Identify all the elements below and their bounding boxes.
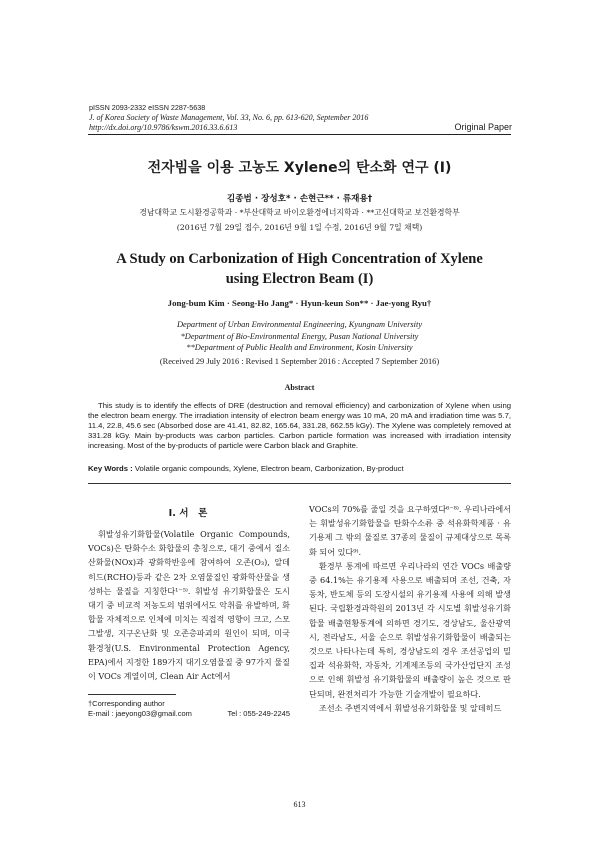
korean-dates: (2016년 7월 29일 접수, 2016년 9월 1일 수정, 2016년 9월 7일 채택): [176, 223, 423, 232]
paragraph: 휘발성유기화합물(Volatile Organic Compounds, VOCs)은 탄화수소 화합물의 총칭으로, 대기 중에서 질소산화물(NOx)과 광화학반응에 참여하여 오존(O₃), 알데히드(RCHO)등과 같은 2차 오염물질인 광화학산물을 생성하는 물질을 지칭한다¹⁻⁵⁾. 휘발성 유기화합물은 도시 대기 중 비교적 저농도의 범위에서도 악취를 유발하며, 화합물 자체적으로 인체에 미치는 직접적 영향이 크고, 스모그발생, 지구온난화 및 오존층파괴의 원인이 되며, 미국 환경청(U.S. Environmental Protection Agency, EPA)에서 지정한 189가지 대기오염물질 중 97가지 물질이 VOCs 계열이며, Clean Air Act에서: [88, 529, 290, 682]
journal-citation: J. of Korea Society of Waste Management, Vol. 33, No. 6, pp. 613-620, September 2016: [89, 112, 369, 122]
paragraph: 조선소 주변지역에서 휘발성유기화합물 및 알데히드: [319, 702, 502, 713]
keywords-text: Volatile organic compounds, Xylene, Electron beam, Carbonization, By-product: [134, 464, 404, 473]
affiliation-2: *Department of Bio-Environmental Energy, Pusan National University: [180, 331, 419, 341]
affiliation-3: **Department of Public Health and Environment, Kosin University: [186, 343, 413, 352]
keywords-rule: [88, 483, 511, 484]
keywords: [88, 464, 404, 473]
english-dates: (Received 29 July 2016 : Revised 1 September 2016 : Accepted 7 September 2016): [159, 357, 440, 366]
paragraph: 환경부 통계에 따르면 우리나라의 연간 VOCs 배출량 중 64.1%는 유기용제 사용으로 배출되며 조선, 건축, 자동차, 반도체 등의 도장시설의 유기용제 사용에 의해 발생된다. 국립환경과학원의 2013년 각 시도별 휘발성유기화합물 배출현황통계에 의하면 경기도, 경상남도, 울산광역시, 전라남도, 서울 순으로 휘발성유기화합물이 배출되는 것으로 나타나는데 특히, 경상남도의 경우 조선공업의 밀집과 석유화학, 자동차, 기계제조등의 국가산업단지 조성으로 인해 휘발성 유기화합물의 배출량이 높은 것으로 판단되며, 완전처리가 가능한 기술개발이 필요하다.: [309, 560, 511, 699]
left-column: [88, 527, 290, 683]
journal-header: [89, 103, 368, 132]
keywords-label: Key Words :: [88, 464, 133, 473]
english-title-line2: using Electron Beam (I): [225, 271, 374, 287]
korean-affiliations: 경남대학교 도시환경공학과 · *부산대학교 바이오환경에너지학과 · **고신대학교 보건환경학부: [139, 208, 460, 217]
abstract-heading: Abstract: [284, 383, 315, 392]
korean-authors: 김종범 · 장성호* · 손현근** · 류재용†: [226, 194, 373, 204]
paragraph: VOCs의 70%를 줄일 것을 요구하였다⁶⁻⁸⁾. 우리나라에서는 휘발성유기화합물을 탄화수소류 중 석유화학제품 · 유기용제 그 밖의 물질로 37종의 물질이 규제대상으로 목록화 되어 있다⁹⁾.: [309, 504, 511, 557]
footnote-rule: [88, 694, 176, 695]
english-title: [88, 249, 511, 289]
footnote: [88, 699, 290, 719]
page-number: 613: [293, 800, 306, 809]
right-column: [309, 502, 511, 715]
doi-line: http://dx.doi.org/10.9786/kswm.2016.33.6.613: [89, 122, 238, 132]
section-heading: I. 서 론: [168, 508, 208, 519]
footnote-tel: Tel : 055-249-2245: [227, 709, 290, 718]
english-affiliations: [88, 319, 511, 354]
footnote-email: E-mail : jaeyong03@gmail.com: [88, 709, 192, 718]
english-title-line1: A Study on Carbonization of High Concentration of Xylene: [116, 251, 483, 267]
affiliation-1: Department of Urban Environmental Engineering, Kyungnam University: [176, 320, 423, 329]
english-authors: Jong-bum Kim · Seong-Ho Jang* · Hyun-keun Son** · Jae-yong Ryu†: [167, 298, 432, 308]
header-rule: [88, 134, 511, 135]
issn-line: pISSN 2093-2332 eISSN 2287-5638: [89, 103, 206, 112]
korean-title: 전자빔을 이용 고농도 Xylene의 탄소화 연구 (I): [147, 160, 452, 176]
article-type-label: Original Paper: [454, 122, 512, 132]
abstract-text: This study is to identify the effects of DRE (destruction and removal efficiency) and carbonization of Xylene when using the electron beam energy. The irradiation intensity of electron beam energy was 10 mA, 20 mA and irradiation time was 5.7, 11.4, 22.8, 45.6 sec (Absorbed dose are 41.41, 82.82, 165.64, 331.28, 662.55 kGy). The Xylene was completely removed at 331.28 kGy. Main by-products was carbon particles. Carbon particle formation was increased with irradiation intensity increasing. Most of the by-products of particle were Carbon black and Graphite.: [88, 401, 511, 450]
corresponding-author-label: †Corresponding author: [88, 699, 165, 708]
